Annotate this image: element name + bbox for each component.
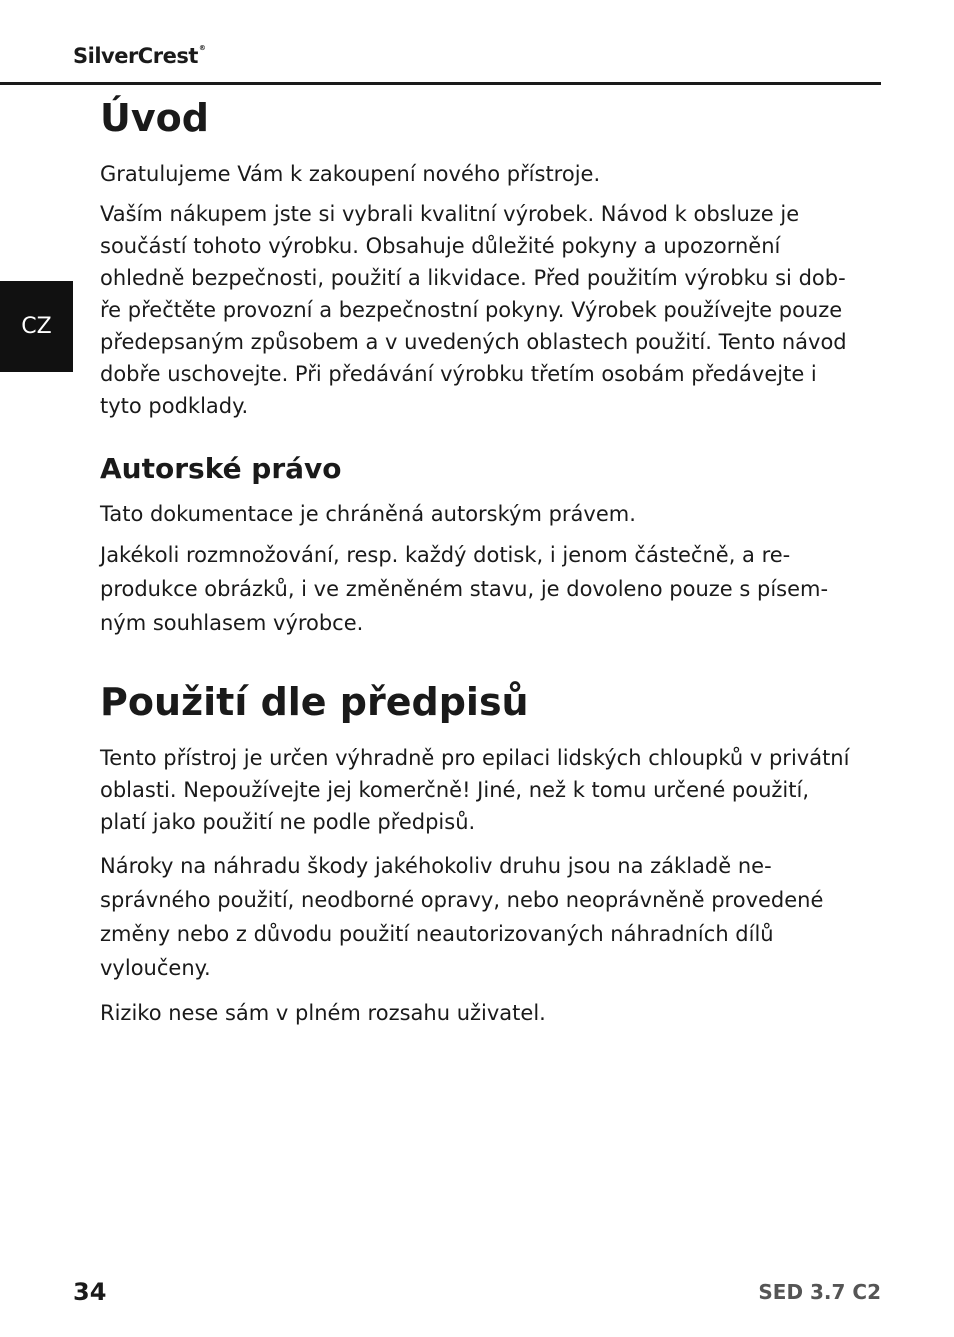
intro-paragraph-2 (100, 198, 860, 422)
text-line: Riziko nese sám v plném rozsahu uživatel. (100, 1001, 546, 1025)
text-line: vyloučeny. (100, 956, 211, 980)
text-line: ře přečtěte provozní a bezpečnostní pokyny. Výrobek používejte pouze (100, 298, 843, 322)
text-line: produkce obrázků, i ve změněném stavu, je dovoleno pouze s písem- (100, 577, 829, 601)
registered-mark: ® (198, 44, 206, 52)
text-line: Tento přístroj je určen výhradně pro epilaci lidských chloupků v privátní (100, 746, 850, 770)
text-line: ným souhlasem výrobce. (100, 611, 364, 635)
text-line: oblasti. Nepoužívejte jej komerčně! Jiné, než k tomu určené použití, (100, 778, 810, 802)
text-line: součástí tohoto výrobku. Obsahuje důležité pokyny a upozornění (100, 234, 781, 258)
text-line: Nároky na náhradu škody jakéhokoliv druhu jsou na základě ne- (100, 854, 772, 878)
text-line: platí jako použití ne podle předpisů. (100, 810, 476, 834)
intended-use-paragraph-3 (100, 997, 860, 1029)
text-line: správného použití, neodborné opravy, nebo neoprávněně provedené (100, 888, 824, 912)
text-line: Tato dokumentace je chráněná autorským právem. (100, 502, 636, 526)
text-line: Jakékoli rozmnožování, resp. každý dotisk, i jenom částečně, a re- (100, 543, 791, 567)
header-rule (0, 82, 881, 85)
section-title-copyright: Autorské právo (100, 452, 342, 485)
intended-use-paragraph-1 (100, 742, 860, 838)
brand-name: SilverCrest (73, 44, 198, 68)
brand-logo (73, 44, 205, 68)
model-number: SED 3.7 C2 (758, 1280, 881, 1304)
text-line: ohledně bezpečnosti, použití a likvidace. Před použitím výrobku si dob- (100, 266, 846, 290)
intended-use-paragraph-2 (100, 849, 860, 985)
copyright-paragraph-2 (100, 538, 860, 640)
page-number: 34 (73, 1278, 107, 1306)
language-tab (0, 281, 73, 372)
intro-paragraph-1 (100, 158, 860, 190)
copyright-paragraph-1 (100, 498, 860, 530)
text-line: změny nebo z důvodu použití neautorizovaných náhradních dílů (100, 922, 774, 946)
section-title-intro: Úvod (100, 96, 209, 140)
text-line: Vaším nákupem jste si vybrali kvalitní výrobek. Návod k obsluze je (100, 202, 800, 226)
text-line: tyto podklady. (100, 394, 249, 418)
text-line: dobře uschovejte. Při předávání výrobku třetím osobám předávejte i (100, 362, 817, 386)
language-tab-label: CZ (21, 314, 52, 339)
text-line: Gratulujeme Vám k zakoupení nového přístroje. (100, 162, 601, 186)
text-line: předepsaným způsobem a v uvedených oblastech použití. Tento návod (100, 330, 847, 354)
section-title-intended-use: Použití dle předpisů (100, 680, 529, 724)
